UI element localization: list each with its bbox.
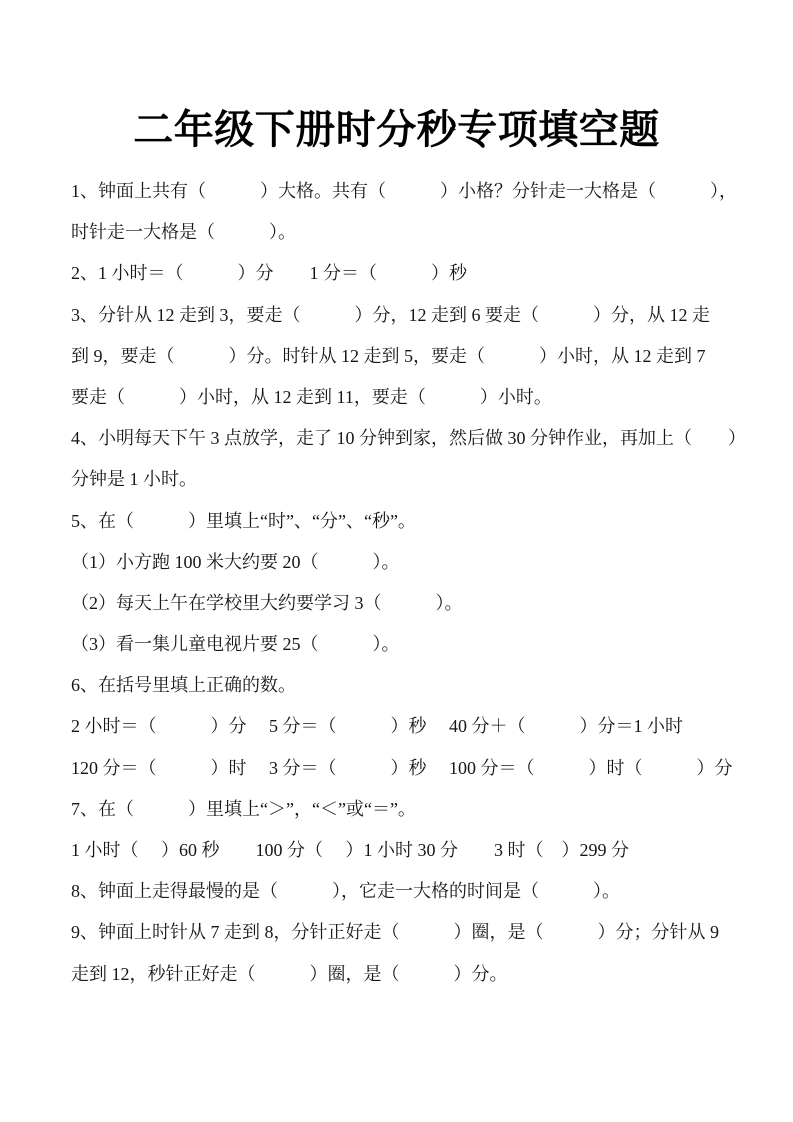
question-5-subitem-1: （1）小方跑 100 米大约要 20（ ）。	[71, 551, 400, 572]
question-4-line-1: 4、小明每天下午 3 点放学，走了 10 分钟到家，然后做 30 分钟作业，再加上（ ）	[71, 428, 746, 449]
question-2-line-1: 2、1 小时＝（ ）分 1 分＝（ ）秒	[71, 263, 467, 284]
question-7-heading: 7、在（ ）里填上“＞”，“＜”或“＝”。	[71, 798, 416, 819]
question-3-line-2: 到 9，要走（ ）分。时针从 12 走到 5，要走（ ）小时，从 12 走到 7	[71, 345, 706, 366]
question-5-subitem-2: （2）每天上午在学校里大约要学习 3（ ）。	[71, 592, 463, 613]
question-5-subitem-3: （3）看一集儿童电视片要 25（ ）。	[71, 634, 400, 655]
question-1-line-1: 1、钟面上共有（ ）大格。共有（ ）小格？分针走一大格是（ ），	[71, 181, 737, 201]
question-6-heading: 6、在括号里填上正确的数。	[71, 675, 296, 696]
question-7-line-2: 1 小时（ ）60 秒 100 分（ ）1 小时 30 分 3 时（ ）299 分	[71, 840, 629, 860]
question-3-line-1: 3、分针从 12 走到 3，要走（ ）分，12 走到 6 要走（ ）分，从 12 走	[71, 304, 710, 325]
question-6-line-3: 120 分＝（ ）时 3 分＝（ ）秒 100 分＝（ ）时（ ）分	[71, 757, 733, 778]
question-8-line-1: 8、钟面上走得最慢的是（ ），它走一大格的时间是（ ）。	[71, 881, 620, 902]
question-4-line-2: 分钟是 1 小时。	[71, 469, 197, 490]
question-3-line-3: 要走（ ）小时，从 12 走到 11，要走（ ）小时。	[71, 386, 552, 407]
question-9-line-2: 走到 12，秒针正好走（ ）圈，是（ ）分。	[71, 963, 508, 984]
question-6-line-2: 2 小时＝（ ）分 5 分＝（ ）秒 40 分＋（ ）分＝1 小时	[71, 716, 683, 737]
worksheet-title: 二年级下册时分秒专项填空题	[133, 108, 660, 152]
question-5-heading: 5、在（ ）里填上“时”、“分”、“秒”。	[71, 510, 416, 531]
question-1-line-2: 时针走一大格是（ ）。	[71, 222, 296, 243]
worksheet-body	[71, 171, 751, 995]
question-9-line-1: 9、钟面上时针从 7 走到 8，分针正好走（ ）圈，是（ ）分；分针从 9	[71, 922, 719, 943]
